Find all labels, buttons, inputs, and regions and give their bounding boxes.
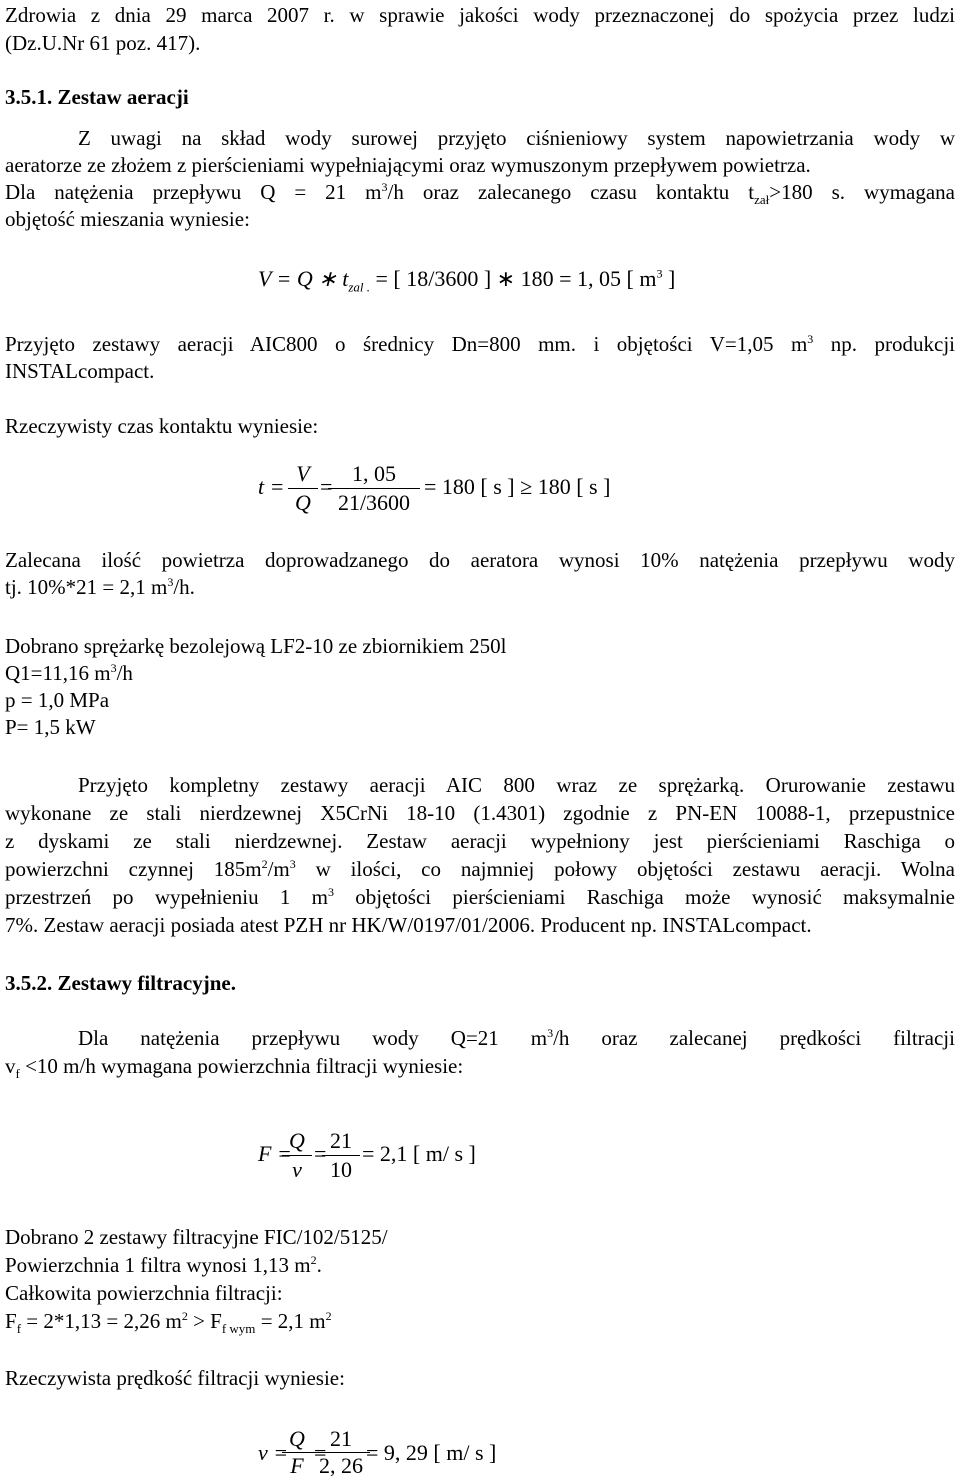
fraction-volume-over-flow: $\frac{1, 05}{21/3600}$	[328, 462, 420, 515]
paragraph-line: 7%. Zestaw aeracji posiada atest PZH nr HK/W/0197/01/2006. Producent np. INSTALcompact.	[5, 913, 812, 937]
equation-velocity-lhs: v =	[258, 1440, 289, 1465]
equation-velocity-result: = 9, 29 [ m/ s ]	[366, 1440, 497, 1465]
intro-line-2: (Dz.U.Nr 61 poz. 417).	[5, 31, 201, 55]
section-heading-3-5-1: 3.5.1. Zestaw aeracji	[5, 85, 189, 109]
paragraph-line: Q1=11,16 $m^3/h$	[5, 661, 133, 685]
equation-time-lhs: t =	[258, 474, 285, 499]
paragraph-line: Z uwagi na skład wody surowej przyjęto ciśnieniowy system napowietrzania wody w	[78, 126, 955, 150]
paragraph-line: Rzeczywisty czas kontaktu wyniesie:	[5, 414, 319, 438]
paragraph-line: Rzeczywista prędkość filtracji wyniesie:	[5, 1366, 345, 1390]
paragraph-line: P= 1,5 kW	[5, 715, 96, 739]
paragraph-line: p = 1,0 MPa	[5, 688, 110, 712]
equation-time-result: = 180 [ s ] ≥ 180 [ s ]	[424, 474, 611, 499]
equation-area-lhs: F =	[258, 1141, 292, 1166]
paragraph-line: Zalecana ilość powietrza doprowadzanego do aeratora wynosi 10% natężenia przepływu wody	[5, 548, 955, 572]
paragraph-line: Dla natężenia przepływu wody Q=21 $m^3/h$ oraz zalecanej prędkości filtracji	[78, 1026, 955, 1050]
equals-sign: =	[314, 1440, 327, 1465]
paragraph-line: Całkowita powierzchnia filtracji:	[5, 1281, 283, 1305]
fraction-21-over-2-26: $\frac{21}{2, 26}$	[312, 1428, 370, 1477]
paragraph-line: $v_f <10$ m/h wymagana powierzchnia filtracji wyniesie:	[5, 1054, 464, 1082]
equals-sign: =	[320, 474, 333, 499]
intro-line-1: Zdrowia z dnia 29 marca 2007 r. w sprawie jakości wody przeznaczonej do spożycia przez ludzi	[5, 3, 955, 27]
paragraph-line: aeratorze ze złożem z pierścieniami wypełniającymi oraz wymuszonym przepływem powietrza.	[5, 153, 811, 177]
paragraph-line: INSTALcompact.	[5, 359, 155, 383]
paragraph-line: $F_f = 2*1,13 = 2,26$ $m^2 > F_{f wym} = 2,1$ $m^2$	[5, 1309, 332, 1337]
section-heading-3-5-2: 3.5.2. Zestawy filtracyjne.	[5, 971, 236, 995]
paragraph-line: z dyskami ze stali nierdzewnej. Zestaw aeracji wypełniony jest pierścieniami Raschiga o	[5, 829, 955, 853]
paragraph-line: Powierzchnia 1 filtra wynosi 1,13 $m^2$.	[5, 1253, 322, 1277]
paragraph-line: powierzchni czynnej $185m^2/m^3$ w ilości, co najmniej połowy objętości zestawu aeracji. Wolna	[5, 857, 956, 881]
equation-area-result: = 2,1 [ m/ s ]	[362, 1141, 476, 1166]
paragraph-line: Dobrano 2 zestawy filtracyjne FIC/102/5125/	[5, 1225, 388, 1249]
paragraph-line: tj. 10%*21 = 2,1 $m^3/h$.	[5, 575, 195, 599]
fraction-q-over-v: $\frac{Q}{v}$	[282, 1129, 312, 1182]
paragraph-line: wykonane ze stali nierdzewnej X5CrNi 18-10 (1.4301) zgodnie z PN-EN 10088-1, przepustnice	[5, 801, 955, 825]
equation-volume: V = Q ∗ $t_{zal .}$ = [ 18/3600 ] ∗ 180 = 1, 05 [ $m^3$ ]	[258, 266, 676, 295]
paragraph-line: przestrzeń po wypełnieniu 1 $m^3$ objętości pierścieniami Raschiga może wynosić maksymalnie	[5, 885, 956, 909]
equals-sign: =	[314, 1141, 327, 1166]
paragraph-line: Dla natężenia przepływu Q = 21 $m^3/h$ oraz zalecanego czasu kontaktu $t_{zał}>180$ s. wymagana	[5, 180, 956, 208]
fraction-v-over-q: $\frac{V}{Q}$	[288, 462, 318, 515]
fraction-21-over-10: $\frac{21}{10}$	[322, 1129, 360, 1182]
paragraph-line: Dobrano sprężarkę bezolejową LF2-10 ze zbiornikiem 250l	[5, 634, 507, 658]
paragraph-line: Przyjęto kompletny zestawy aeracji AIC 800 wraz ze sprężarką. Orurowanie zestawu	[78, 773, 955, 797]
fraction-q-over-f: $\frac{Q}{F}$	[282, 1428, 312, 1477]
paragraph-line: objętość mieszania wyniesie:	[5, 207, 250, 231]
paragraph-line: Przyjęto zestawy aeracji AIC800 o średnicy Dn=800 mm. i objętości V=1,05 $m^3$ np. produkcji	[5, 332, 955, 356]
